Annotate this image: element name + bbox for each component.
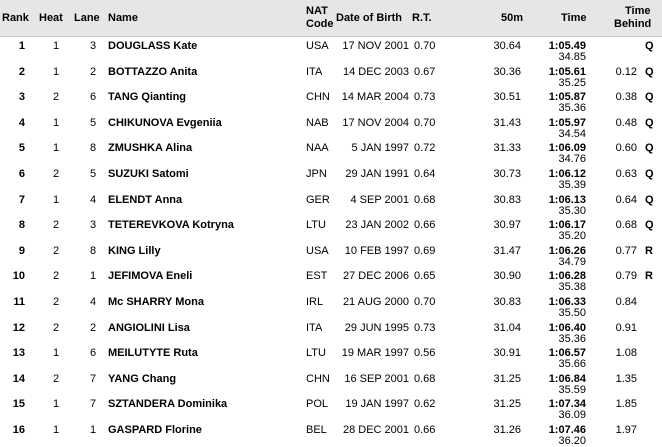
nat-code: IRL bbox=[306, 295, 324, 308]
final-time: 1:06.28 bbox=[548, 270, 586, 283]
athlete-name: Mc SHARRY Mona bbox=[108, 295, 204, 308]
split-50m: 30.51 bbox=[493, 91, 521, 104]
split-50m: 30.83 bbox=[493, 193, 521, 206]
split-100m: 35.36 bbox=[558, 102, 586, 115]
table-row bbox=[0, 138, 662, 164]
split-100m: 34.79 bbox=[558, 255, 586, 268]
reaction-time: 0.67 bbox=[414, 65, 436, 78]
table-row bbox=[0, 164, 662, 190]
table-row bbox=[0, 241, 662, 267]
qualification-mark: Q bbox=[645, 219, 654, 232]
header-heat: Heat bbox=[39, 12, 63, 24]
athlete-name: GASPARD Florine bbox=[108, 423, 202, 436]
qualification-mark: Q bbox=[645, 116, 654, 129]
rank-cell: 9 bbox=[18, 244, 25, 257]
athlete-name: DOUGLASS Kate bbox=[108, 40, 198, 52]
athlete-name: BOTTAZZO Anita bbox=[108, 65, 198, 78]
lane-cell: 8 bbox=[89, 244, 97, 257]
final-time: 1:06.09 bbox=[548, 142, 586, 155]
athlete-name: ANGIOLINI Lisa bbox=[108, 321, 190, 334]
lane-cell: 8 bbox=[89, 142, 97, 155]
date-of-birth: 4 SEP 2001 bbox=[350, 193, 409, 206]
nat-code: LTU bbox=[306, 219, 326, 232]
rank-cell: 13 bbox=[12, 347, 25, 360]
table-row bbox=[0, 420, 662, 446]
heat-cell: 1 bbox=[52, 423, 60, 436]
date-of-birth: 17 NOV 2004 bbox=[342, 116, 409, 129]
date-of-birth: 16 SEP 2001 bbox=[344, 372, 409, 385]
header-name: Name bbox=[108, 12, 138, 24]
split-50m: 31.26 bbox=[493, 423, 521, 436]
heat-cell: 2 bbox=[52, 295, 60, 308]
nat-code: NAA bbox=[306, 142, 329, 155]
split-50m: 31.04 bbox=[493, 321, 521, 334]
table-row bbox=[0, 292, 662, 318]
nat-code: CHN bbox=[306, 372, 330, 385]
athlete-name: JEFIMOVA Eneli bbox=[108, 270, 193, 283]
split-100m: 36.20 bbox=[558, 434, 586, 447]
header-nat: NAT bbox=[306, 5, 328, 17]
final-time: 1:06.57 bbox=[548, 347, 586, 360]
time-behind: 0.48 bbox=[615, 116, 637, 129]
time-behind: 0.77 bbox=[615, 244, 637, 257]
split-50m: 30.97 bbox=[493, 219, 521, 232]
reaction-time: 0.73 bbox=[414, 321, 436, 334]
split-100m: 35.59 bbox=[558, 383, 586, 396]
heat-cell: 1 bbox=[52, 116, 60, 129]
final-time: 1:05.87 bbox=[548, 91, 586, 104]
date-of-birth: 29 JAN 1991 bbox=[345, 167, 409, 180]
time-behind: 0.79 bbox=[615, 270, 637, 283]
header-lane: Lane bbox=[74, 12, 100, 24]
qualification-mark: R bbox=[645, 270, 653, 283]
athlete-name: ELENDT Anna bbox=[108, 193, 183, 206]
table-row bbox=[0, 62, 662, 88]
split-100m: 35.36 bbox=[558, 332, 586, 345]
table-row bbox=[0, 113, 662, 139]
split-100m: 35.30 bbox=[558, 204, 586, 217]
date-of-birth: 19 MAR 1997 bbox=[341, 347, 409, 360]
rank-cell: 4 bbox=[18, 116, 25, 129]
nat-code: USA bbox=[306, 244, 329, 257]
nat-code: LTU bbox=[306, 347, 326, 360]
final-time: 1:06.84 bbox=[548, 372, 586, 385]
lane-cell: 7 bbox=[89, 372, 97, 385]
athlete-name: MEILUTYTE Ruta bbox=[108, 347, 198, 360]
nat-code: POL bbox=[306, 398, 329, 411]
athlete-name: TETEREVKOVA Kotryna bbox=[108, 219, 234, 232]
rank-cell: 6 bbox=[18, 167, 25, 180]
qualification-mark: Q bbox=[645, 40, 654, 52]
time-behind: 0.60 bbox=[615, 142, 637, 155]
header-time: Time bbox=[561, 12, 587, 24]
athlete-name: KING Lilly bbox=[108, 244, 161, 257]
table-row bbox=[0, 190, 662, 216]
split-100m: 35.25 bbox=[558, 76, 586, 89]
reaction-time: 0.64 bbox=[414, 167, 436, 180]
heat-cell: 2 bbox=[52, 270, 60, 283]
rank-cell: 11 bbox=[13, 295, 25, 308]
rank-cell: 3 bbox=[18, 91, 25, 104]
rank-cell: 16 bbox=[12, 423, 25, 436]
time-behind: 0.63 bbox=[615, 167, 637, 180]
final-time: 1:06.17 bbox=[548, 219, 586, 232]
qualification-mark: Q bbox=[645, 167, 654, 180]
split-50m: 30.83 bbox=[493, 295, 521, 308]
table-header bbox=[0, 0, 662, 37]
final-time: 1:05.49 bbox=[548, 40, 586, 52]
date-of-birth: 29 JUN 1995 bbox=[344, 321, 409, 334]
header-code: Code bbox=[306, 18, 334, 30]
split-100m: 35.50 bbox=[558, 306, 586, 319]
split-50m: 31.25 bbox=[493, 372, 521, 385]
table-row bbox=[0, 343, 662, 369]
nat-code: EST bbox=[306, 270, 328, 283]
split-100m: 34.76 bbox=[558, 153, 586, 166]
heat-cell: 1 bbox=[52, 40, 60, 52]
lane-cell: 1 bbox=[89, 423, 97, 436]
date-of-birth: 14 DEC 2003 bbox=[342, 65, 409, 78]
time-behind: 0.12 bbox=[615, 65, 637, 78]
heat-cell: 2 bbox=[52, 372, 60, 385]
lane-cell: 5 bbox=[89, 167, 97, 180]
lane-cell: 5 bbox=[89, 116, 97, 129]
lane-cell: 4 bbox=[89, 295, 97, 308]
lane-cell: 2 bbox=[89, 321, 97, 334]
time-behind: 1.08 bbox=[615, 347, 637, 360]
time-behind: 0.84 bbox=[615, 295, 637, 308]
table-row bbox=[0, 36, 662, 62]
final-time: 1:06.40 bbox=[548, 321, 586, 334]
header-50m: 50m bbox=[501, 12, 524, 24]
heat-cell: 2 bbox=[52, 321, 60, 334]
split-100m: 36.09 bbox=[558, 409, 586, 422]
qualification-mark: Q bbox=[645, 65, 654, 78]
heat-cell: 2 bbox=[52, 244, 60, 257]
athlete-name: ZMUSHKA Alina bbox=[108, 142, 193, 155]
rank-cell: 8 bbox=[18, 219, 25, 232]
athlete-name: SUZUKI Satomi bbox=[108, 167, 189, 180]
table-row bbox=[0, 394, 662, 420]
lane-cell: 3 bbox=[89, 40, 97, 52]
date-of-birth: 5 JAN 1997 bbox=[351, 142, 409, 155]
reaction-time: 0.70 bbox=[414, 40, 436, 52]
split-100m: 35.38 bbox=[558, 281, 586, 294]
table-row bbox=[0, 87, 662, 113]
split-50m: 31.25 bbox=[493, 398, 521, 411]
lane-cell: 2 bbox=[89, 65, 97, 78]
reaction-time: 0.72 bbox=[414, 142, 436, 155]
date-of-birth: 23 JAN 2002 bbox=[345, 219, 409, 232]
reaction-time: 0.66 bbox=[414, 219, 436, 232]
final-time: 1:07.46 bbox=[548, 423, 586, 436]
split-100m: 35.20 bbox=[558, 230, 586, 243]
split-100m: 34.54 bbox=[558, 127, 586, 140]
heat-cell: 1 bbox=[52, 193, 60, 206]
lane-cell: 6 bbox=[89, 91, 97, 104]
final-time: 1:06.12 bbox=[548, 167, 586, 180]
split-50m: 31.33 bbox=[493, 142, 521, 155]
time-behind: 0.91 bbox=[615, 321, 637, 334]
rank-cell: 10 bbox=[12, 270, 25, 283]
heat-cell: 2 bbox=[52, 91, 60, 104]
reaction-time: 0.68 bbox=[414, 193, 436, 206]
date-of-birth: 28 DEC 2001 bbox=[342, 423, 409, 436]
split-100m: 35.39 bbox=[558, 178, 586, 191]
qualification-mark: Q bbox=[645, 193, 654, 206]
lane-cell: 6 bbox=[89, 347, 97, 360]
split-50m: 30.73 bbox=[493, 167, 521, 180]
split-50m: 30.64 bbox=[493, 40, 521, 52]
reaction-time: 0.69 bbox=[414, 244, 436, 257]
nat-code: NAB bbox=[306, 116, 329, 129]
heat-cell: 1 bbox=[52, 142, 60, 155]
time-behind: 1.85 bbox=[615, 398, 637, 411]
header-time-behind-2: Behind bbox=[614, 18, 652, 30]
qualification-mark: Q bbox=[645, 142, 654, 155]
date-of-birth: 21 AUG 2000 bbox=[342, 295, 409, 308]
table-row bbox=[0, 215, 662, 241]
final-time: 1:07.34 bbox=[548, 398, 586, 411]
final-time: 1:06.26 bbox=[548, 244, 586, 257]
rank-cell: 12 bbox=[12, 321, 25, 334]
time-behind: 0.64 bbox=[615, 193, 637, 206]
date-of-birth: 19 JAN 1997 bbox=[345, 398, 409, 411]
split-100m: 34.85 bbox=[558, 51, 586, 63]
lane-cell: 7 bbox=[89, 398, 97, 411]
reaction-time: 0.68 bbox=[414, 372, 436, 385]
athlete-name: SZTANDERA Dominika bbox=[108, 398, 228, 411]
reaction-time: 0.65 bbox=[414, 270, 436, 283]
reaction-time: 0.66 bbox=[414, 423, 436, 436]
reaction-time: 0.56 bbox=[414, 347, 436, 360]
table-row bbox=[0, 318, 662, 344]
athlete-name: YANG Chang bbox=[108, 372, 177, 385]
rank-cell: 7 bbox=[18, 193, 25, 206]
heat-cell: 2 bbox=[52, 219, 60, 232]
results-table bbox=[0, 36, 662, 446]
final-time: 1:06.13 bbox=[548, 193, 586, 206]
time-behind: 1.97 bbox=[615, 423, 637, 436]
split-50m: 30.90 bbox=[493, 270, 521, 283]
split-50m: 31.43 bbox=[493, 116, 521, 129]
lane-cell: 1 bbox=[89, 270, 97, 283]
split-50m: 30.91 bbox=[493, 347, 521, 360]
nat-code: CHN bbox=[306, 91, 330, 104]
heat-cell: 1 bbox=[52, 347, 60, 360]
lane-cell: 4 bbox=[89, 193, 97, 206]
rank-cell: 15 bbox=[12, 398, 25, 411]
split-50m: 30.36 bbox=[493, 65, 521, 78]
reaction-time: 0.73 bbox=[414, 91, 436, 104]
date-of-birth: 27 DEC 2006 bbox=[342, 270, 409, 283]
athlete-name: CHIKUNOVA Evgeniia bbox=[108, 116, 222, 129]
athlete-name: TANG Qianting bbox=[108, 91, 187, 104]
qualification-mark: Q bbox=[645, 91, 654, 104]
split-100m: 35.66 bbox=[558, 358, 586, 371]
lane-cell: 3 bbox=[89, 219, 97, 232]
date-of-birth: 14 MAR 2004 bbox=[341, 91, 409, 104]
nat-code: JPN bbox=[306, 167, 327, 180]
header-dob: Date of Birth bbox=[336, 12, 402, 24]
heat-cell: 1 bbox=[52, 65, 60, 78]
final-time: 1:05.61 bbox=[548, 65, 586, 78]
date-of-birth: 17 NOV 2001 bbox=[342, 40, 409, 52]
time-behind: 0.38 bbox=[615, 91, 637, 104]
heat-cell: 1 bbox=[52, 398, 60, 411]
rank-cell: 5 bbox=[18, 142, 25, 155]
rank-cell: 1 bbox=[18, 40, 25, 52]
nat-code: ITA bbox=[306, 321, 323, 334]
nat-code: GER bbox=[306, 193, 330, 206]
header-rt: R.T. bbox=[412, 12, 432, 24]
final-time: 1:05.97 bbox=[548, 116, 586, 129]
table-row bbox=[0, 369, 662, 395]
reaction-time: 0.70 bbox=[414, 116, 436, 129]
split-50m: 31.47 bbox=[493, 244, 521, 257]
final-time: 1:06.33 bbox=[548, 295, 586, 308]
time-behind: 1.35 bbox=[615, 372, 637, 385]
nat-code: USA bbox=[306, 40, 329, 52]
header-rank: Rank bbox=[2, 12, 29, 24]
qualification-mark: R bbox=[645, 244, 653, 257]
nat-code: ITA bbox=[306, 65, 323, 78]
reaction-time: 0.70 bbox=[414, 295, 436, 308]
time-behind: 0.68 bbox=[615, 219, 637, 232]
header-time-behind-1: Time bbox=[625, 5, 651, 17]
heat-cell: 2 bbox=[52, 167, 60, 180]
reaction-time: 0.62 bbox=[414, 398, 436, 411]
rank-cell: 14 bbox=[12, 372, 25, 385]
nat-code: BEL bbox=[306, 423, 327, 436]
rank-cell: 2 bbox=[18, 65, 25, 78]
date-of-birth: 10 FEB 1997 bbox=[344, 244, 409, 257]
table-row bbox=[0, 266, 662, 292]
